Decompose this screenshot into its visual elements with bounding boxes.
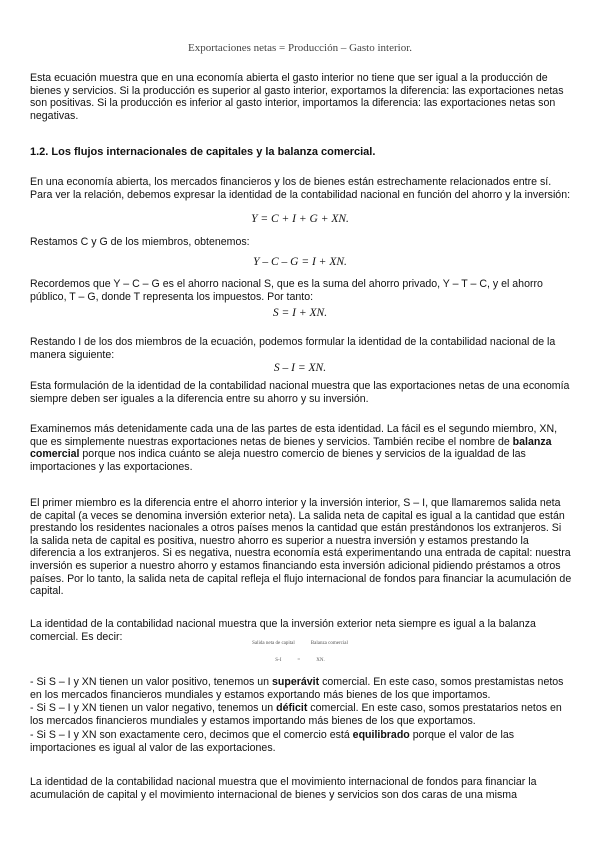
term-balanza-comercial: balanza comercial [30,435,552,461]
header-formula: Exportaciones netas = Producción – Gasto interior. [187,42,412,54]
paragraph-capital-outflow: El primer miembro es la diferencia entre el ahorro interior y la inversión interior, S – I, que llamaremos salida neta de capital (a veces se denomina inversión exterior neta). La salida neta de capital es igual a la cantidad que están prestando los residentes nacionales a otros países menos la cantidad que están prestándonos los extranjeros. Si la salida neta de capital es positiva, nuestro ahorro es superior a nuestra inversión y estamos prestando la diferencia a los extranjeros. Si es negativa, nuestra economía está experimentando una entrada de capital: nuestra inversión es superior a nuestro ahorro y estamos financiando esta inversión adicional pidiendo préstamos a otros países. Por lo tanto, la salida neta de capital refleja el flujo internacional de fondos para financiar la acumulación de capital. [30,497,572,598]
paragraph-net-exports: Esta ecuación muestra que en una economía abierta el gasto interior no tiene que ser igual a la producción de bienes y servicios. Si la producción es superior al gasto interior, exportamos la diferencia: las exportaciones netas son positivas. Si la producción es inferior al gasto interior, importamos la diferencia: las exportaciones netas son negativas. [30,72,564,122]
bullet-balanced: - Si S – I y XN son exactamente cero, decimos que el comercio está equilibrado porque el valor de las importaciones es igual al valor de las exportaciones. [30,729,515,754]
bullet-deficit: - Si S – I y XN tienen un valor negativo, tenemos un déficit comercial. En este caso, somos prestatarios netos en los mercados financieros mundiales y estamos importando más bienes de los que exportamos. [30,702,562,727]
paragraph-formulation: Esta formulación de la identidad de la contabilidad nacional muestra que las exportaciones netas de una economía siempre deben ser iguales a la diferencia entre su ahorro y su inversión. [30,380,570,405]
paragraph-closing: La identidad de la contabilidad nacional muestra que el movimiento internacional de fondos para financiar la acumulación de capital y el movimiento internacional de bienes y servicios son dos caras de una misma [30,776,537,801]
label-net-capital-outflow: Salida neta de capital [252,641,295,646]
section-title: 1.2. Los flujos internacionales de capitales y la balanza comercial. [30,146,376,158]
equation-4: S – I = XN. [273,362,327,374]
paragraph-subtract: Restamos C y G de los miembros, obtenemos: [30,236,250,248]
paragraph-identity: La identidad de la contabilidad nacional muestra que la inversión exterior neta siempre es igual a la balanza comercial. Es decir: [30,618,536,643]
term-deficit: déficit [276,702,308,714]
term-superavit: superávit [272,676,320,688]
small-formula: S-I = XN. [275,658,325,663]
equation-1: Y = C + I + G + XN. [251,213,349,225]
paragraph-subtract-i: Restando I de los dos miembros de la ecuación, podemos formular la identidad de la contabilidad nacional de la manera siguiente: [30,336,556,361]
paragraph-trade-balance: Examinemos más detenidamente cada una de las partes de esta identidad. La fácil es el segundo miembro, XN, que es simplemente nuestras exportaciones netas de bienes y servicios. También recibe el nombre de balanza comercial porque nos indica cuánto se aleja nuestro comercio de bienes y servicios de la igualdad de las importaciones y las exportaciones. [30,423,558,473]
term-equilibrado: equilibrado [352,729,410,741]
bullet-surplus: - Si S – I y XN tienen un valor positivo, tenemos un superávit comercial. En este caso, somos prestamistas netos en los mercados financieros mundiales y estamos exportando más bienes de los que importamos. [30,676,564,701]
paragraph-open-economy: En una economía abierta, los mercados financieros y los de bienes están estrechamente relacionados entre sí. Para ver la relación, debemos expresar la identidad de la contabilidad nacional en función del ahorro y la inversión: [30,176,571,201]
equation-2: Y – C – G = I + XN. [253,256,347,268]
equation-3: S = I + XN. [272,307,328,319]
label-trade-balance: Balanza comercial [310,641,348,646]
small-formula-labels [0,638,600,651]
paragraph-national-saving: Recordemos que Y – C – G es el ahorro nacional S, que es la suma del ahorro privado, Y – T – C, y el ahorro público, T – G, donde T representa los impuestos. Por tanto: [30,278,543,303]
